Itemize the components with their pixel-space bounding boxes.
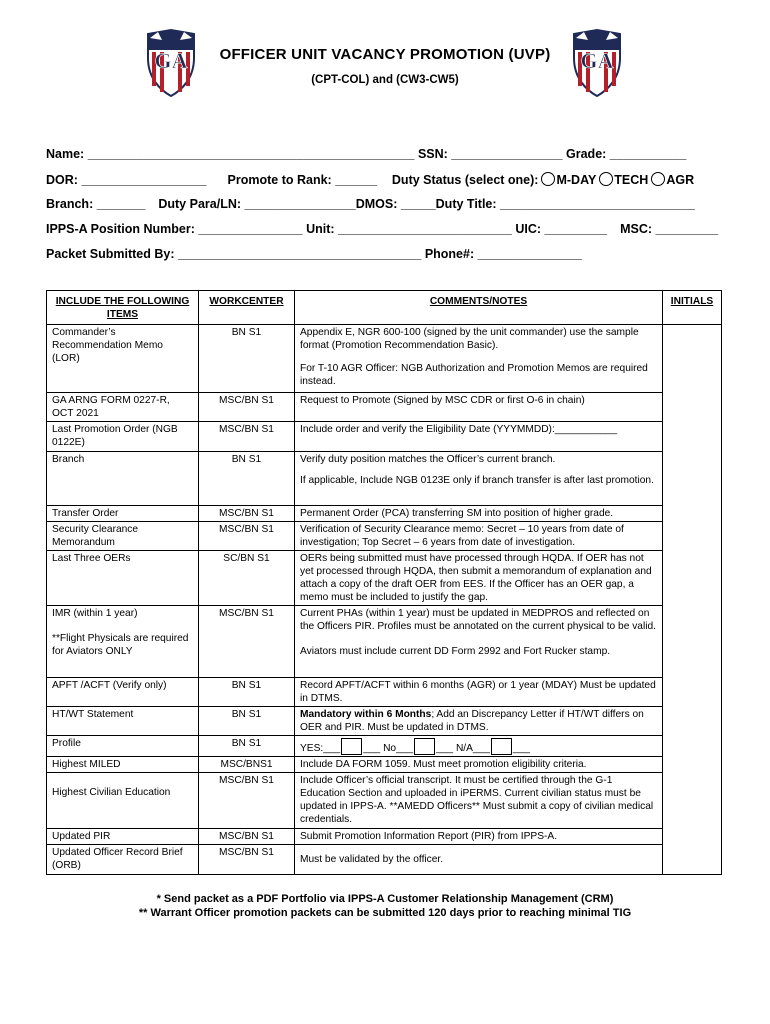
duty-para-field[interactable]: ________________ [244,197,356,211]
row-item: Security Clearance Memorandum [47,522,199,551]
row-item: Commander’s Recommendation Memo (LOR) [47,325,199,393]
georgia-guard-shield-icon [566,28,628,98]
row-workcenter: SC/BN S1 [199,551,295,606]
grade-field[interactable]: ___________ [609,147,687,161]
note-text: Current PHAs (within 1 year) must be updated in MEDPROS and reflected on the Officers PIR. Profiles must be annotated on the current physical to be valid. [300,608,656,632]
row-item: Updated PIR [47,829,199,845]
unit-field[interactable]: _________________________ [338,222,512,236]
mday-radio[interactable] [541,172,555,186]
row-notes [295,393,663,422]
row-workcenter: MSC/BNS1 [199,757,295,773]
row-workcenter: BN S1 [199,707,295,736]
branch-field[interactable]: _______ [96,197,146,211]
row-notes [295,506,663,522]
row-item: Highest MILED [47,757,199,773]
note-text: ; Add an Discrepancy Letter if HT/WT differs on OER and PIR. Must be updated in DTMS. [300,709,644,733]
name-label: Name: [46,147,85,161]
tech-option-label: TECH [614,173,649,187]
table-row [47,551,722,606]
note-text: OERs being submitted must have processed through HQDA. If OER has not yet processed through HQDA, then submit a memorandum of explanation and attach a copy of the draft OER from EES. If the Officer has an OER gap, a memo must be included to justify the gap. [300,553,652,603]
row-workcenter: MSC/BN S1 [199,829,295,845]
note-text: Include Officer’s official transcript. It must be certified through the G-1 Education Section and uploaded in iPERMS. Current civilian status must be updated in IPPS-A. **AMEDD Officers** Must submit a copy of civilian medical credentials. [300,775,654,825]
uic-label: UIC: [515,222,542,236]
row-notes [295,773,663,829]
note-bold-text: Mandatory within 6 Months [300,709,432,720]
note-text: If applicable, Include NGB 0123E only if branch transfer is after last promotion. [300,475,654,486]
row-notes [295,736,663,757]
row-notes [295,707,663,736]
unit-label: Unit: [306,222,335,236]
item-subtext: **Flight Physicals are required for Aviators ONLY [52,633,189,657]
row-workcenter: MSC/BN S1 [199,606,295,678]
profile-no-trail: ___ [436,743,454,754]
georgia-guard-shield-icon [140,28,202,98]
profile-na-label: N/A___ [455,743,490,754]
note-text: Submit Promotion Information Report (PIR) from IPPS-A. [300,831,558,842]
profile-na-checkbox[interactable] [491,738,512,755]
dmos-label: DMOS: [355,197,398,211]
table-row [47,678,722,707]
note-text: Must be validated by the officer. [300,854,444,865]
ssn-label: SSN: [417,147,448,161]
table-row [47,522,722,551]
note-text: For T-10 AGR Officer: NGB Authorization and Promotion Memos are required instead. [300,363,648,387]
duty-para-label: Duty Para/LN: [158,197,242,211]
table-row [47,606,722,678]
row-notes [295,452,663,506]
row-notes [295,551,663,606]
row-notes [295,829,663,845]
column-header-comments: COMMENTS/NOTES [295,291,663,325]
row-workcenter: BN S1 [199,325,295,393]
row-workcenter: BN S1 [199,678,295,707]
form-subtitle: (CPT-COL) and (CW3-CW5) [311,74,459,86]
fieldline-ippsa [46,222,718,236]
row-workcenter: MSC/BN S1 [199,422,295,452]
row-item: Highest Civilian Education [47,773,199,829]
table-row [47,845,722,875]
ippsa-field[interactable]: _______________ [198,222,303,236]
mday-option-label: M-DAY [556,173,597,187]
row-notes [295,678,663,707]
note-text: Include DA FORM 1059. Must meet promotion eligibility criteria. [300,759,587,770]
grade-label: Grade: [566,147,607,161]
table-row [47,829,722,845]
profile-yes-label: YES:___ [300,743,341,754]
promote-label: Promote to Rank: [227,173,332,187]
table-row [47,707,722,736]
row-item: APFT /ACFT (Verify only) [47,678,199,707]
row-notes [295,325,663,393]
name-field[interactable]: _______________________________________________ [87,147,415,161]
form-title: OFFICER UNIT VACANCY PROMOTION (UVP) [219,46,551,63]
profile-no-checkbox[interactable] [414,738,435,755]
note-text: Request to Promote (Signed by MSC CDR or first O-6 in chain) [300,395,585,406]
dor-label: DOR: [46,173,78,187]
uic-field[interactable]: _________ [544,222,608,236]
fieldline-packet [46,247,582,261]
column-header-workcenter: WORKCENTER [199,291,295,325]
duty-title-field[interactable]: ____________________________ [500,197,695,211]
profile-na-trail: ___ [512,743,530,754]
row-item: GA ARNG FORM 0227-R, OCT 2021 [47,393,199,422]
phone-label: Phone#: [424,247,475,261]
row-item [47,606,199,678]
footer-note-crm: * Send packet as a PDF Portfolio via IPPS-A Customer Relationship Management (CRM) [156,893,614,905]
tech-radio[interactable] [599,172,613,186]
msc-label: MSC: [620,222,653,236]
row-notes [295,522,663,551]
fieldline-dor [46,172,694,187]
profile-yes-trail: ___ [363,743,381,754]
fieldline-name [46,147,686,161]
table-row [47,506,722,522]
dor-field[interactable]: __________________ [81,173,207,187]
phone-field[interactable]: _______________ [477,247,582,261]
agr-option-label: AGR [666,173,695,187]
table-row [47,773,722,829]
row-workcenter: MSC/BN S1 [199,522,295,551]
promote-field[interactable]: ______ [335,173,377,187]
row-item: Last Promotion Order (NGB 0122E) [47,422,199,452]
duty-title-label: Duty Title: [435,197,497,211]
note-text: Verification of Security Clearance memo: Secret – 10 years from date of investigation; Top Secret – 6 years from date of investigation. [300,524,624,548]
row-workcenter: BN S1 [199,736,295,757]
row-workcenter: MSC/BN S1 [199,845,295,875]
column-header-initials: INITIALS [663,291,722,325]
row-workcenter: MSC/BN S1 [199,393,295,422]
duty-status-label: Duty Status (select one): [391,173,539,187]
row-notes [295,422,663,452]
note-text: Appendix E, NGR 600-100 (signed by the unit commander) use the sample format (Promotion Recommendation Basic). [300,327,639,351]
initials-cell[interactable] [663,325,722,875]
ippsa-label: IPPS-A Position Number: [46,222,195,236]
table-row [47,736,722,757]
row-item: Last Three OERs [47,551,199,606]
note-text: Include order and verify the Eligibility Date (YYYMMDD):___________ [300,424,618,435]
table-row [47,452,722,506]
row-notes [295,606,663,678]
checklist-table [46,290,722,875]
note-text: Verify duty position matches the Officer’s current branch. [300,454,556,465]
row-notes [295,757,663,773]
dmos-field[interactable]: _____ [400,197,436,211]
emblem-lettering: GA [154,48,188,73]
table-header-row [47,291,722,325]
fieldline-branch [46,197,695,211]
row-item: Transfer Order [47,506,199,522]
ssn-field[interactable]: ________________ [451,147,563,161]
row-notes [295,845,663,875]
note-text: Permanent Order (PCA) transferring SM into position of higher grade. [300,508,614,519]
profile-yes-checkbox[interactable] [341,738,362,755]
packet-label: Packet Submitted By: [46,247,175,261]
table-row [47,757,722,773]
footer-note-warrant: ** Warrant Officer promotion packets can be submitted 120 days prior to reaching minimal TIG [138,907,632,919]
profile-no-label: No___ [383,743,414,754]
row-item: Updated Officer Record Brief (ORB) [47,845,199,875]
column-header-include: INCLUDE THE FOLLOWING ITEMS [47,291,199,325]
note-text: Record APFT/ACFT within 6 months (AGR) or 1 year (MDAY) Must be updated in DTMS. [300,680,656,704]
item-text: IMR (within 1 year) [52,608,138,619]
row-item: Profile [47,736,199,757]
table-row [47,422,722,452]
row-workcenter: MSC/BN S1 [199,506,295,522]
table-row [47,393,722,422]
row-item: Branch [47,452,199,506]
agr-radio[interactable] [651,172,665,186]
row-item: HT/WT Statement [47,707,199,736]
emblem-lettering: GA [580,48,614,73]
row-workcenter: BN S1 [199,452,295,506]
table-row [47,325,722,393]
row-workcenter: MSC/BN S1 [199,773,295,829]
msc-field[interactable]: _________ [655,222,719,236]
packet-field[interactable]: ___________________________________ [178,247,422,261]
branch-label: Branch: [46,197,94,211]
note-text: Aviators must include current DD Form 2992 and Fort Rucker stamp. [300,646,611,657]
